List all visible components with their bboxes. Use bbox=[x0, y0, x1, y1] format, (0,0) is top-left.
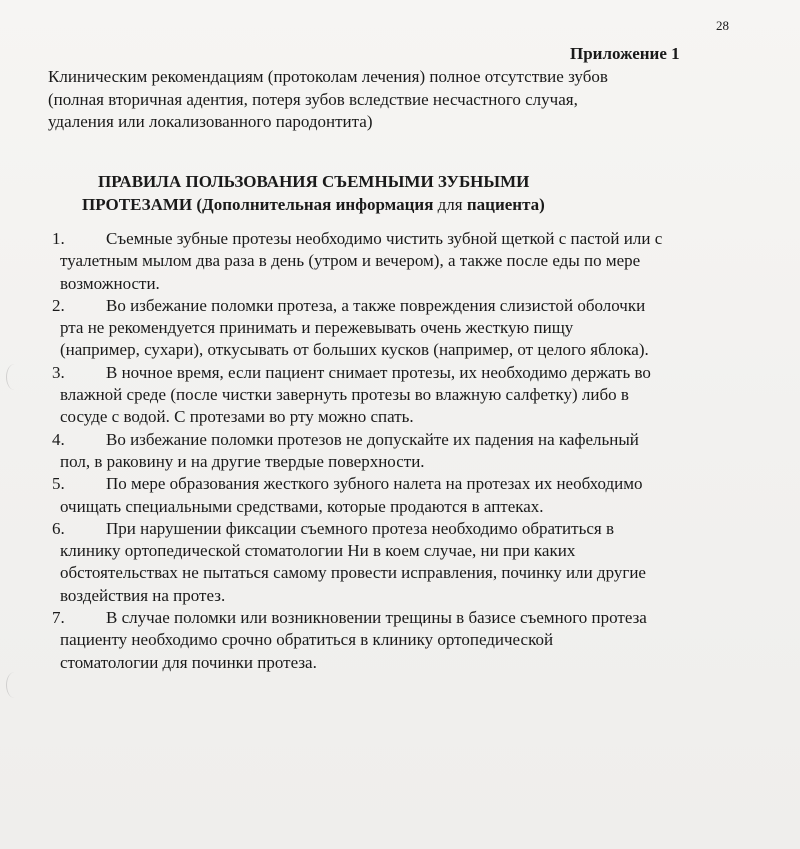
rule-number: 7. bbox=[52, 608, 65, 628]
rule-item bbox=[0, 295, 800, 362]
rule-text-line: обстоятельствах не пытаться самому провести исправления, починку или другие bbox=[60, 563, 646, 583]
rule-text-line: Во избежание поломки протезов не допускайте их падения на кафельный bbox=[106, 429, 639, 449]
rule-number: 4. bbox=[52, 429, 65, 449]
subtitle-line: Клиническим рекомендациям (протоколам лечения) полное отсутствие зубов bbox=[48, 67, 608, 86]
rule-text-line: пол, в раковину и на другие твердые поверхности. bbox=[60, 451, 425, 471]
heading-line-2-bold: ПРОТЕЗАМИ (Дополнительная информация bbox=[82, 195, 434, 214]
heading-line-2 bbox=[82, 193, 545, 216]
heading-line-2-end: пациента) bbox=[466, 195, 545, 214]
heading-line-2-light: для bbox=[433, 195, 467, 214]
appendix-title: Приложение 1 bbox=[570, 44, 680, 63]
rule-text-line: туалетным мылом два раза в день (утром и вечером), а также после еды по мере bbox=[60, 251, 641, 271]
rules-list bbox=[0, 228, 800, 674]
rule-text-line: (например, сухари), откусывать от больших кусков (например, от целого яблока). bbox=[60, 340, 649, 360]
subtitle-line: удаления или локализованного пародонтита) bbox=[48, 112, 373, 131]
rule-text-line: В ночное время, если пациент снимает протезы, их необходимо держать во bbox=[106, 362, 651, 382]
rule-item bbox=[0, 429, 800, 474]
rule-item bbox=[0, 362, 800, 429]
document-subtitle bbox=[48, 66, 748, 134]
page-number: 28 bbox=[716, 18, 729, 33]
rule-text-line: возможности. bbox=[60, 273, 160, 293]
rule-text-line: влажной среде (после чистки завернуть протезы во влажную салфетку) либо в bbox=[60, 385, 629, 405]
rule-number: 5. bbox=[52, 474, 65, 494]
rule-text-line: Съемные зубные протезы необходимо чистить зубной щеткой с пастой или с bbox=[106, 229, 663, 248]
binder-hole-mark bbox=[6, 672, 23, 698]
rule-text-line: В случае поломки или возникновении трещины в базисе съемного протеза bbox=[106, 608, 647, 628]
rule-text-line: воздействия на протез. bbox=[60, 585, 226, 605]
rule-item bbox=[0, 228, 800, 295]
rule-text-line: Во избежание поломки протеза, а также повреждения слизистой оболочки bbox=[106, 295, 646, 315]
rule-number: 3. bbox=[52, 362, 65, 382]
rule-text-line: стоматологии для починки протеза. bbox=[60, 652, 317, 672]
rule-text-line: очищать специальными средствами, которые продаются в аптеках. bbox=[60, 496, 544, 516]
rule-text-line: При нарушении фиксации съемного протеза необходимо обратиться в bbox=[106, 518, 614, 538]
rule-number: 2. bbox=[52, 295, 65, 315]
rule-number: 6. bbox=[52, 518, 65, 538]
rule-text-line: сосуде с водой. С протезами во рту можно спать. bbox=[60, 407, 414, 427]
rule-item bbox=[0, 518, 800, 607]
rule-text-line: По мере образования жесткого зубного налета на протезах их необходимо bbox=[106, 474, 643, 494]
rule-text-line: рта не рекомендуется принимать и пережевывать очень жесткую пищу bbox=[60, 318, 574, 338]
rule-number: 1. bbox=[52, 229, 65, 248]
rule-text-line: пациенту необходимо срочно обратиться в клинику ортопедической bbox=[60, 630, 554, 650]
heading-line-1: ПРАВИЛА ПОЛЬЗОВАНИЯ СЪЕМНЫМИ ЗУБНЫМИ bbox=[98, 172, 530, 191]
rule-item bbox=[0, 607, 800, 674]
section-heading bbox=[82, 170, 545, 216]
rule-text-line: клинику ортопедической стоматологии Ни в коем случае, ни при каких bbox=[60, 541, 576, 561]
rule-item bbox=[0, 473, 800, 518]
subtitle-line: (полная вторичная адентия, потеря зубов вследствие несчастного случая, bbox=[48, 89, 578, 109]
